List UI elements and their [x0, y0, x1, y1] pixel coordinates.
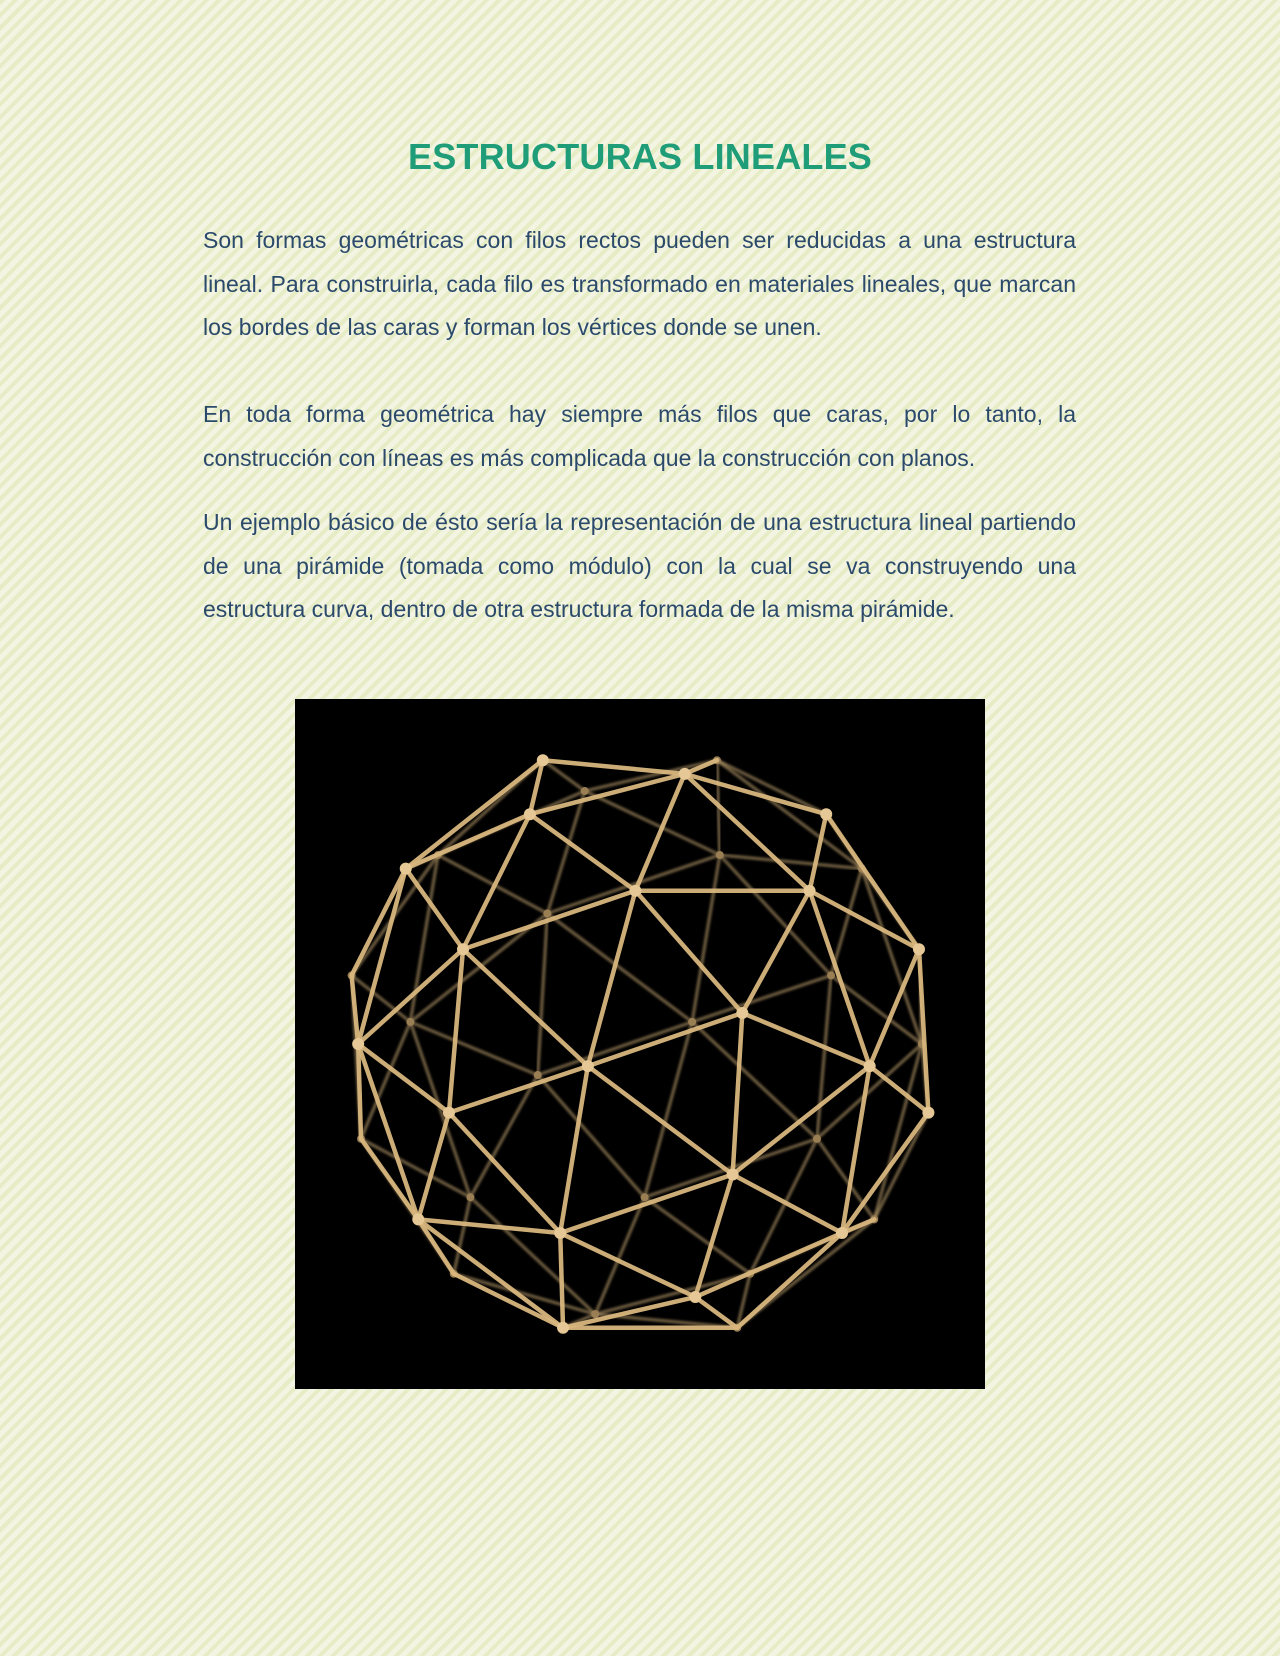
- wooden-stick: [449, 1066, 588, 1113]
- wooden-stick: [742, 1013, 869, 1066]
- wooden-stick: [358, 1044, 418, 1219]
- stick-joint: [913, 943, 925, 955]
- stick-joint: [524, 808, 536, 820]
- wooden-stick: [410, 1022, 537, 1075]
- wooden-stick: [560, 1174, 732, 1233]
- wooden-stick: [717, 760, 862, 868]
- wooden-stick: [588, 891, 636, 1066]
- wooden-stick: [695, 1233, 842, 1297]
- wooden-stick: [530, 814, 636, 890]
- wooden-stick: [720, 855, 862, 869]
- wooden-stick: [418, 1113, 449, 1220]
- stick-joint: [400, 863, 412, 875]
- wooden-stick: [595, 1274, 750, 1314]
- stick-joint: [813, 1135, 821, 1143]
- stick-joint: [466, 1193, 474, 1201]
- wooden-stick: [406, 760, 543, 868]
- wooden-stick: [352, 869, 406, 976]
- stick-joint: [804, 885, 816, 897]
- stick-joint: [591, 1310, 599, 1318]
- wooden-stick: [733, 1013, 743, 1175]
- wooden-stick: [449, 949, 463, 1112]
- stick-joint: [716, 851, 724, 859]
- wooden-stick: [463, 949, 588, 1066]
- wooden-stick: [870, 1066, 929, 1113]
- wooden-stick: [733, 1066, 870, 1174]
- wooden-stick: [560, 1233, 563, 1328]
- stick-joint: [689, 1291, 701, 1303]
- wooden-stick: [543, 760, 685, 774]
- stick-joint: [352, 1038, 364, 1050]
- stick-joint: [922, 1107, 934, 1119]
- stick-joint: [543, 910, 551, 918]
- paragraph-intro: Son formas geométricas con filos rectos pueden ser reducidas a una estructura lineal. Para construirla, cada filo es transformado en materiales lineales, que marcan los bordes de las caras y forman los vértices donde se unen.: [203, 227, 1076, 340]
- wooden-stick: [810, 814, 827, 890]
- wooden-stick: [560, 1066, 588, 1233]
- wooden-stick: [538, 914, 548, 1076]
- wooden-stick: [645, 1022, 693, 1197]
- wooden-stick: [588, 1013, 742, 1066]
- stick-joint: [641, 1193, 649, 1201]
- stick-joint: [727, 1168, 739, 1180]
- stick-joint: [820, 808, 832, 820]
- stick-joint: [537, 754, 549, 766]
- wooden-stick: [645, 1197, 751, 1273]
- wooden-stick: [560, 1233, 695, 1297]
- stick-joint: [688, 1018, 696, 1026]
- wooden-stick: [874, 1113, 928, 1220]
- wooden-stick: [831, 975, 922, 1044]
- wooden-stick: [826, 814, 919, 949]
- stick-joint: [629, 885, 641, 897]
- wooden-stick: [530, 774, 685, 814]
- stick-joint: [412, 1213, 424, 1225]
- wooden-stick: [418, 1219, 560, 1233]
- wooden-stick: [831, 869, 862, 976]
- stick-joint: [582, 1060, 594, 1072]
- stick-joint: [557, 1322, 569, 1334]
- wooden-stick: [418, 1219, 454, 1273]
- wooden-stick: [538, 1075, 645, 1197]
- geodesic-sphere-drawing: [295, 699, 985, 1389]
- wooden-stick: [418, 1219, 563, 1327]
- wooden-stick: [842, 1113, 928, 1233]
- wooden-stick: [692, 855, 720, 1022]
- stick-joint: [864, 1060, 876, 1072]
- stick-joint: [836, 1227, 848, 1239]
- wooden-stick: [733, 1174, 842, 1233]
- stick-joint: [581, 787, 589, 795]
- wooden-stick: [817, 1044, 922, 1139]
- stick-joint: [554, 1227, 566, 1239]
- wooden-stick: [358, 949, 463, 1044]
- stick-joint: [457, 943, 469, 955]
- wooden-stick: [737, 1233, 842, 1328]
- stick-joint: [736, 1007, 748, 1019]
- stick-joint: [406, 1018, 414, 1026]
- geodesic-sphere-photo: [295, 699, 985, 1389]
- wooden-stick: [361, 1139, 418, 1220]
- wooden-stick: [454, 1197, 471, 1273]
- wooden-stick: [438, 855, 547, 914]
- wooden-stick: [817, 975, 831, 1138]
- wooden-stick: [635, 774, 684, 891]
- paragraph-example: Un ejemplo básico de ésto sería la representación de una estructura lineal partiendo de una pirámide (tomada como módulo) con la cual se va construyendo una estructura curva, dentro de otra estructura formada de la misma pirámide.: [203, 509, 1076, 622]
- wooden-stick: [358, 1044, 361, 1139]
- wooden-stick: [352, 975, 411, 1022]
- stick-joint: [443, 1107, 455, 1119]
- stick-joint: [534, 1071, 542, 1079]
- page-title: ESTRUCTURAS LINEALES: [407, 136, 873, 177]
- wooden-stick: [538, 1022, 692, 1075]
- stick-joint: [827, 971, 835, 979]
- stick-joint: [679, 768, 691, 780]
- paragraph-edges-vs-faces: En toda forma geométrica hay siempre más filos que caras, por lo tanto, la construcción con líneas es más complicada que la construcción con planos.: [203, 401, 1076, 471]
- sphere-front-sticks: [352, 754, 935, 1334]
- wooden-stick: [635, 891, 742, 1013]
